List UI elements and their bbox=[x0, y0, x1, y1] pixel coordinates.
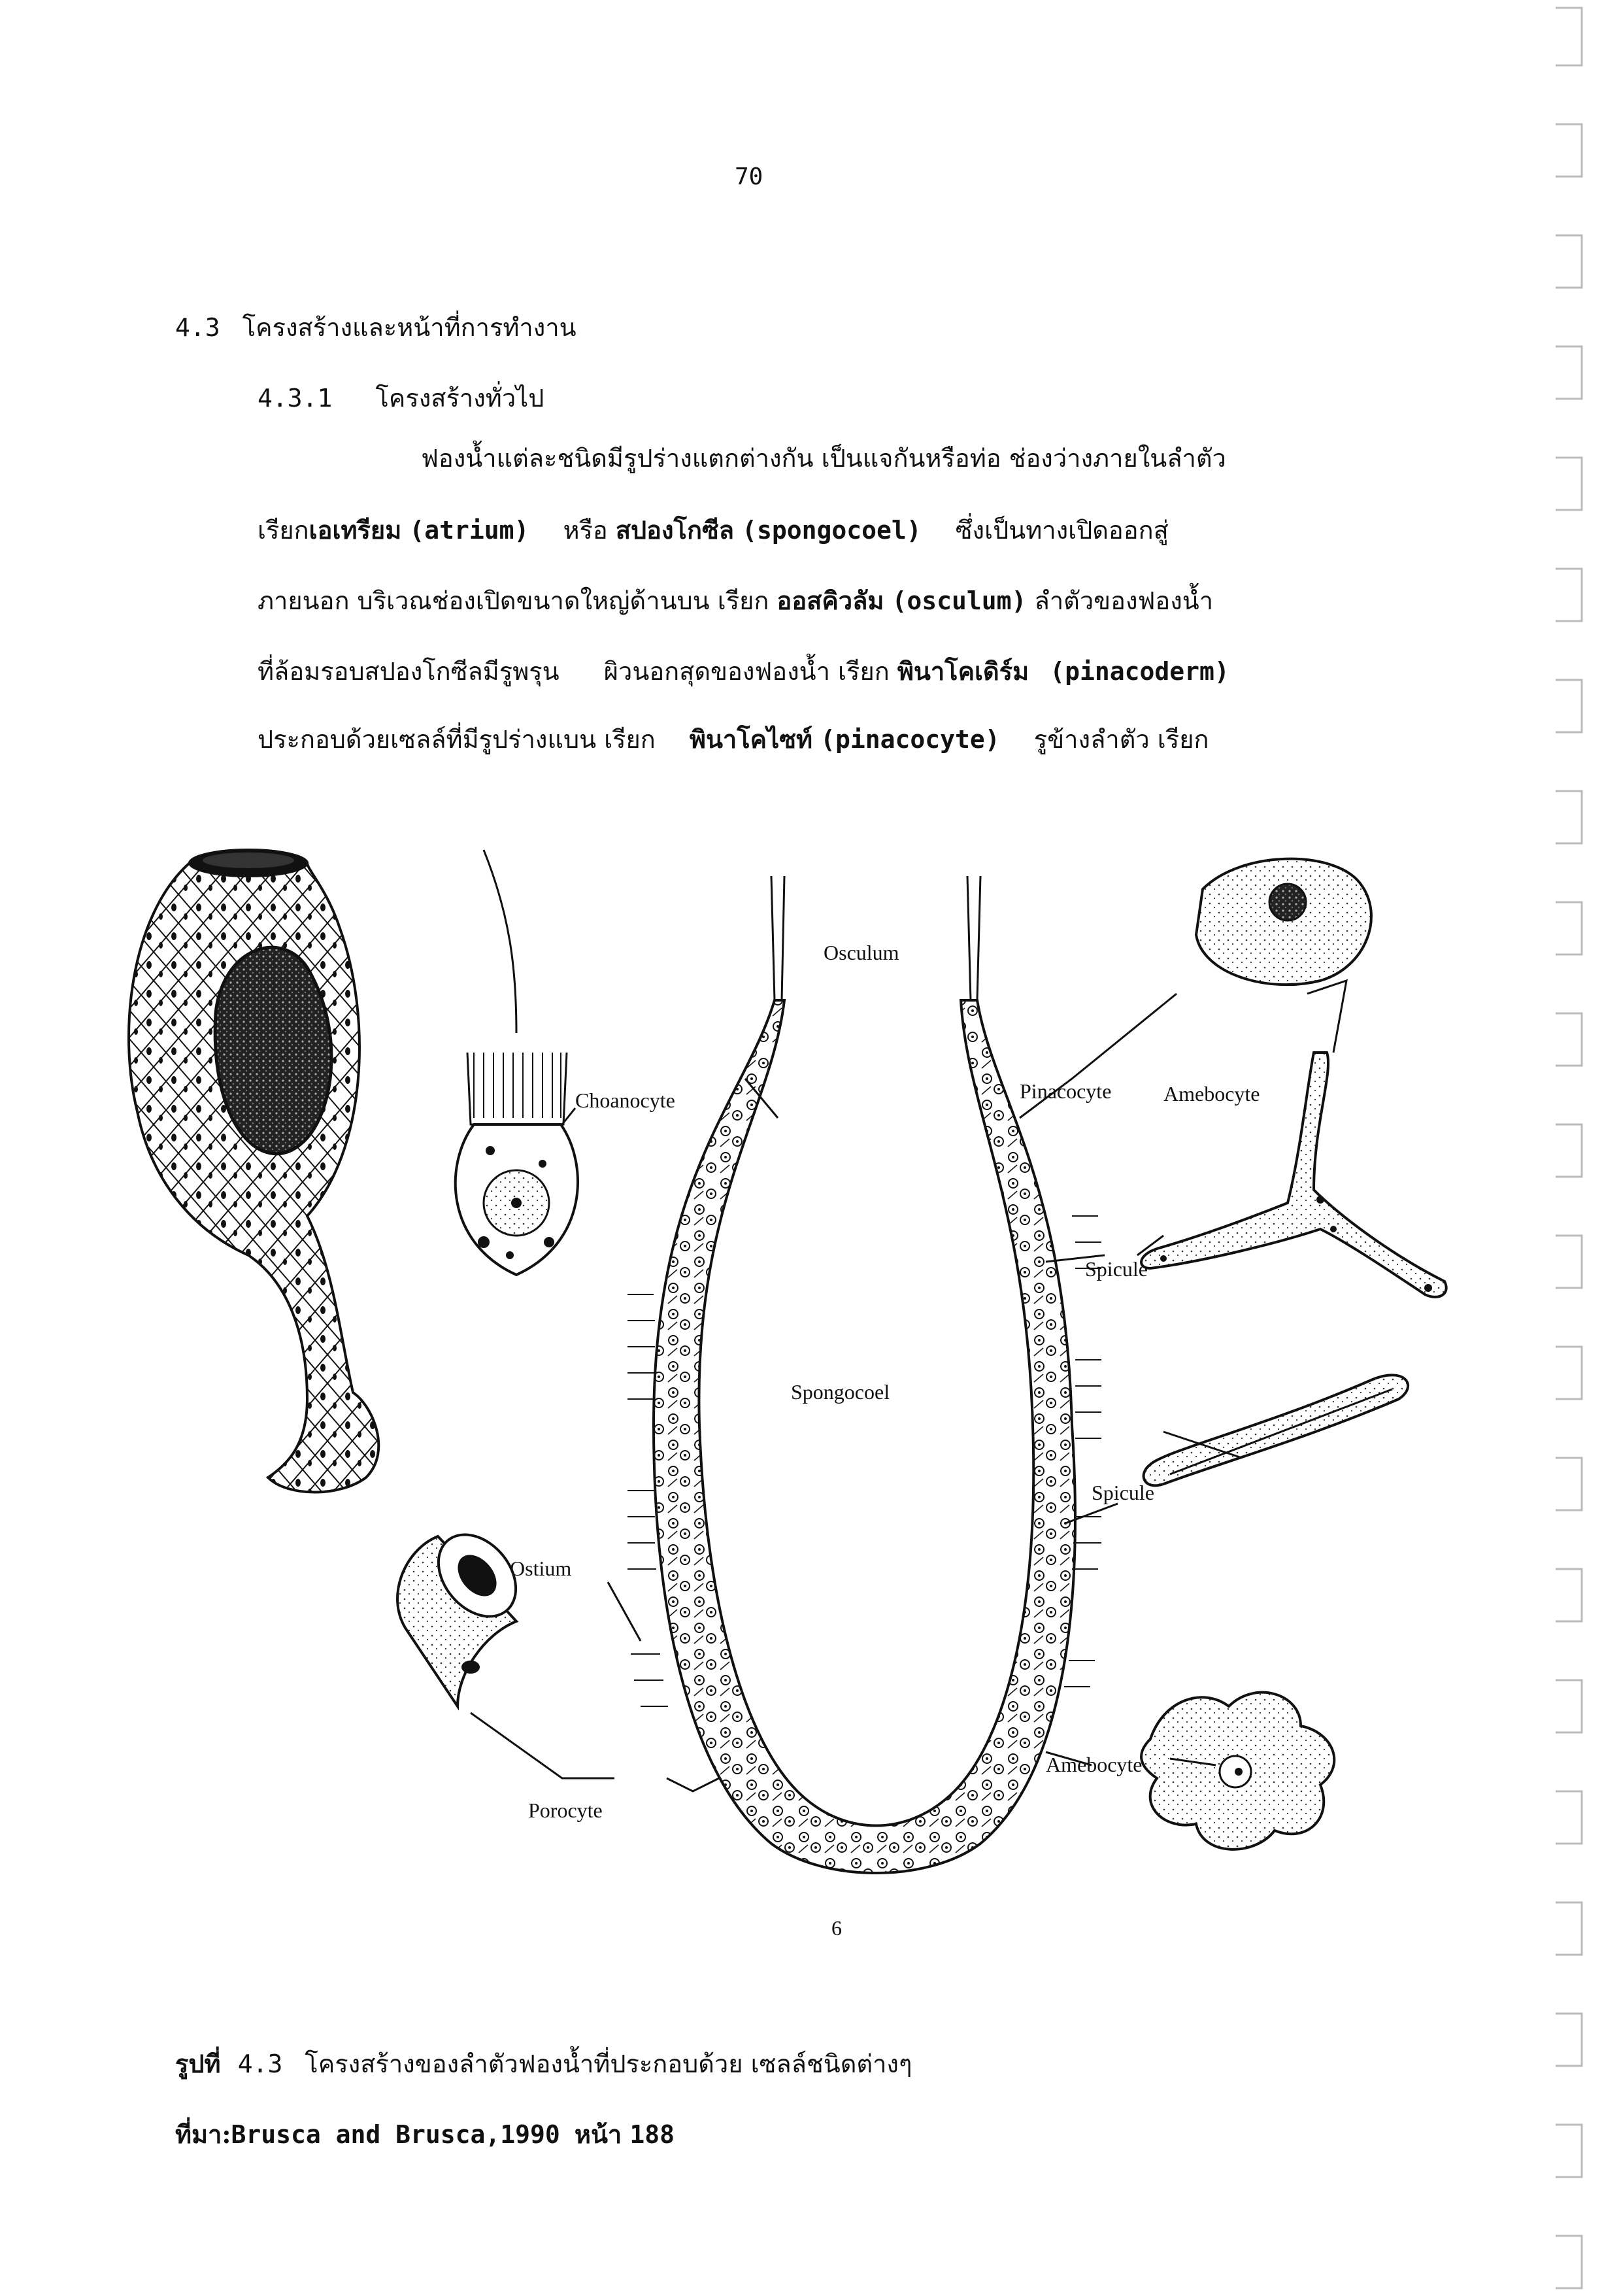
paragraph-line-4 bbox=[258, 656, 1229, 686]
term-spongocoel-thai: สปองโกซีล bbox=[615, 515, 735, 545]
text-segment: เรียก bbox=[258, 516, 309, 545]
paragraph-line-2 bbox=[258, 515, 1169, 545]
term-atrium: (atrium) bbox=[409, 516, 529, 545]
label-amebocyte-top: Amebocyte bbox=[1163, 1082, 1260, 1106]
page-number: 70 bbox=[735, 163, 763, 190]
paragraph-line-5 bbox=[258, 724, 1209, 754]
term-osculum: (osculum) bbox=[892, 586, 1027, 615]
subsection-title: โครงสร้างทั่วไป bbox=[375, 384, 544, 413]
figure-source bbox=[175, 2114, 675, 2154]
plate-mark: 6 bbox=[831, 1916, 842, 1940]
term-osculum-thai: ออสคิวลัม bbox=[777, 586, 884, 615]
term-pinacoderm-thai: พินาโคเดิร์ม bbox=[897, 656, 1029, 686]
amebocyte-bottom-illustration bbox=[1141, 1693, 1334, 1849]
source-page-prefix: หน้า bbox=[574, 2119, 622, 2149]
source-citation: Brusca and Brusca,1990 bbox=[231, 2120, 560, 2149]
pinacocyte-illustration bbox=[1196, 859, 1371, 985]
caption-prefix: รูปที่ bbox=[175, 2049, 221, 2078]
text-segment: รูข้างลำตัว เรียก bbox=[1033, 725, 1209, 754]
spicule-illustration bbox=[1144, 1375, 1409, 1485]
section-number: 4.3 bbox=[175, 313, 220, 342]
term-pinacocyte: (pinacocyte) bbox=[820, 725, 1000, 754]
label-pinacocyte: Pinacocyte bbox=[1020, 1079, 1112, 1103]
text-segment: ประกอบด้วยเซลล์ที่มีรูปร่างแบน เรียก bbox=[258, 725, 656, 754]
text-segment: ซึ่งเป็นทางเปิดออกสู่ bbox=[955, 516, 1169, 545]
source-page: 188 bbox=[629, 2120, 675, 2149]
subsection-heading bbox=[258, 378, 544, 418]
figure-caption bbox=[175, 2044, 912, 2084]
label-choanocyte: Choanocyte bbox=[575, 1089, 675, 1112]
label-ostium: Ostium bbox=[510, 1557, 572, 1580]
label-spicule-1: Spicule bbox=[1085, 1257, 1148, 1281]
text-segment: หรือ bbox=[563, 516, 608, 545]
text-segment: ผิวนอกสุดของฟองน้ำ เรียก bbox=[603, 657, 890, 686]
label-spicule-2: Spicule bbox=[1092, 1481, 1154, 1504]
label-spongocoel: Spongocoel bbox=[791, 1380, 890, 1404]
text-segment: ลำตัวของฟองน้ำ bbox=[1034, 586, 1214, 615]
paragraph-line-3 bbox=[258, 588, 1213, 613]
source-prefix: ที่มา: bbox=[175, 2119, 231, 2149]
term-pinacocyte-thai: พินาโคไซท์ bbox=[689, 724, 813, 754]
binder-margin-tabs bbox=[1556, 0, 1595, 2296]
subsection-number: 4.3.1 bbox=[258, 384, 333, 413]
label-osculum: Osculum bbox=[824, 941, 899, 964]
paragraph-line-1: ฟองน้ำแต่ละชนิดมีรูปร่างแตกต่างกัน เป็นแจกันหรือท่อ ช่องว่างภายในลำตัว bbox=[421, 444, 1226, 473]
text-segment: ภายนอก บริเวณช่องเปิดขนาดใหญ่ด้านบน เรียก bbox=[258, 586, 769, 615]
caption-number: 4.3 bbox=[237, 2050, 283, 2078]
choanocyte-illustration bbox=[456, 850, 578, 1275]
term-pinacoderm: (pinacoderm) bbox=[1050, 657, 1229, 686]
term-atrium-thai: เอเทรียม bbox=[309, 515, 402, 545]
sponge-cross-section bbox=[627, 876, 1101, 1873]
section-title: โครงสร้างและหน้าที่การทำงาน bbox=[242, 313, 577, 342]
label-porocyte: Porocyte bbox=[528, 1798, 603, 1822]
whole-sponge-illustration bbox=[129, 849, 378, 1493]
label-amebocyte-bottom: Amebocyte bbox=[1046, 1753, 1143, 1776]
porocyte-illustration bbox=[397, 1519, 531, 1706]
text-segment: ที่ล้อมรอบสปองโกซีลมีรูพรุน bbox=[258, 657, 560, 686]
section-heading bbox=[175, 307, 577, 347]
sponge-structure-figure bbox=[92, 837, 1490, 1961]
term-spongocoel: (spongocoel) bbox=[742, 516, 922, 545]
caption-text: โครงสร้างของลำตัวฟองน้ำที่ประกอบด้วย เซลล์ชนิดต่างๆ bbox=[305, 2050, 912, 2078]
